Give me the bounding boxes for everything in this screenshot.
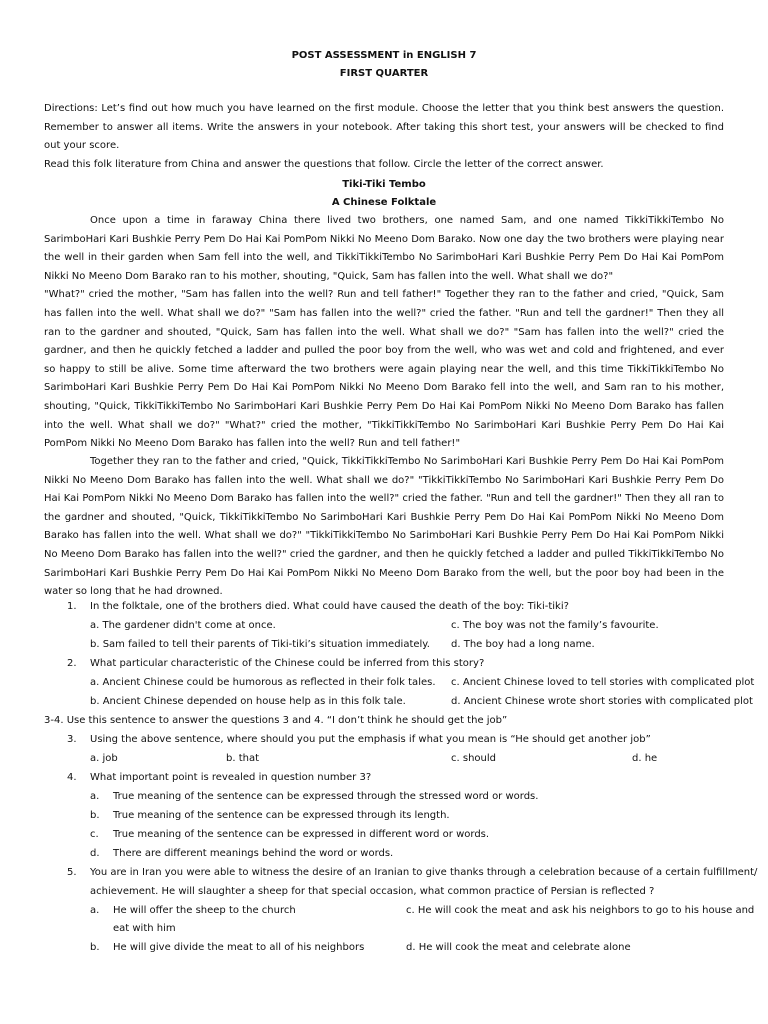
q4-option-letter[interactable]: c.: [90, 829, 99, 840]
story-paragraph-2: "What?" cried the mother, "Sam has fallen into the well? Run and tell father!" Together they ran to the father and cried, "Quick, Sam has fallen into the well. What shall we do?" "Sam has fallen into the well?" cried the father. "Run and tell the gardner!" Then they all ran to the gardner and shouted, "Quick, Sam has fallen into the well. What shall we do?" "Sam has fallen into the well?" cried the gardner, and then he quickly fetched a ladder and pulled the poor boy from the well, who was wet and cold and frightened, and ever so happy to still be alive. Some time afterward the two brothers were again playing near the well, and this time TikkiTikkiTembo No SarimboHari Kari Bushkie Perry Pem Do Hai Kai PomPom Nikki No Meeno Dom Barako fell into the well, and Sam ran to his mother, shouting, "Quick, TikkiTikkiTembo No SarimboHari Kari Bushkie Perry Pem Do Hai Kai PomPom Nikki No Meeno Dom Barako has fallen into the well. What shall we do?" "What?" cried the mother, "TikkiTikkiTembo No SarimboHari Kari Bushkie Perry Pem Do Hai Kai PomPom Nikki No Meeno Dom Barako has fallen into the well? Run and tell father!": [44, 289, 724, 450]
q1-option-a[interactable]: a. The gardener didn't come at once.: [90, 620, 276, 631]
q4-option-letter[interactable]: d.: [90, 848, 100, 859]
questions-3-4-intro: 3-4. Use this sentence to answer the questions 3 and 4. “I don’t think he should get the job”: [44, 715, 508, 726]
q5-option-d[interactable]: d. He will cook the meat and celebrate alone: [406, 942, 631, 953]
q4-option-d[interactable]: There are different meanings behind the word or words.: [113, 848, 394, 859]
q5-option-c[interactable]: c. He will cook the meat and ask his neighbors to go to his house and: [406, 905, 755, 916]
q5-option-c-continued[interactable]: eat with him: [113, 923, 176, 934]
page-title: POST ASSESSMENT in ENGLISH 7: [291, 50, 477, 61]
question-4-text: What important point is revealed in question number 3?: [90, 772, 372, 783]
q3-option-d[interactable]: d. he: [632, 753, 658, 764]
q4-option-letter[interactable]: a.: [90, 791, 100, 802]
question-number: 3.: [67, 734, 77, 745]
question-number: 5.: [67, 867, 77, 878]
page-subtitle: FIRST QUARTER: [339, 68, 429, 79]
q1-option-c[interactable]: c. The boy was not the family’s favourite.: [451, 620, 659, 631]
q3-option-b[interactable]: b. that: [226, 753, 260, 764]
story-title: Tiki-Tiki Tembo: [342, 179, 426, 190]
story-body: [44, 212, 724, 454]
q1-option-d[interactable]: d. The boy had a long name.: [451, 639, 595, 650]
q5-option-letter[interactable]: a.: [90, 905, 100, 916]
q5-option-a[interactable]: He will offer the sheep to the church: [113, 905, 296, 916]
q3-option-c[interactable]: c. should: [451, 753, 496, 764]
story-paragraph-1: Once upon a time in faraway China there lived two brothers, one named Sam, and one named TikkiTikkiTembo No SarimboHari Kari Bushkie Perry Pem Do Hai Kai PomPom Nikki No Meeno Dom Barako. Now one day the two brothers were playing near the well in their garden when Sam fell into the well, and TikkiTikkiTembo No SarimboHari Kari Bushkie Perry Pem Do Hai Kai PomPom Nikki No Meeno Dom Barako ran to his mother, shouting, "Quick, Sam has fallen into the well. What shall we do?": [44, 215, 724, 282]
question-number: 2.: [67, 658, 77, 669]
question-number: 4.: [67, 772, 77, 783]
question-5-text: You are in Iran you were able to witness the desire of an Iranian to give thanks through a celebration because of a certain fulfillment/: [90, 867, 758, 878]
directions-text: Directions: Let’s find out how much you have learned on the first module. Choose the letter that you think best answers the question. Remember to answer all items. Write the answers in your notebook. After taking this short test, your answers will be checked to find out your score.: [44, 103, 724, 152]
story-subtitle: A Chinese Folktale: [331, 197, 437, 208]
q2-option-b[interactable]: b. Ancient Chinese depended on house help as in this folk tale.: [90, 696, 406, 707]
q4-option-b[interactable]: True meaning of the sentence can be expressed through its length.: [113, 810, 450, 821]
question-1-text: In the folktale, one of the brothers died. What could have caused the death of the boy: Tiki-tiki?: [90, 601, 569, 612]
q4-option-a[interactable]: True meaning of the sentence can be expressed through the stressed word or words.: [113, 791, 539, 802]
directions-instruction: Read this folk literature from China and answer the questions that follow. Circle the letter of the correct answer.: [44, 158, 604, 170]
question-number: 1.: [67, 601, 77, 612]
q5-option-letter[interactable]: b.: [90, 942, 100, 953]
question-5-text-continued: achievement. He will slaughter a sheep for that special occasion, what common practice of Persian is reflected ?: [90, 886, 655, 897]
q1-option-b[interactable]: b. Sam failed to tell their parents of Tiki-tiki’s situation immediately.: [90, 639, 430, 650]
q4-option-letter[interactable]: b.: [90, 810, 100, 821]
q2-option-a[interactable]: a. Ancient Chinese could be humorous as reflected in their folk tales.: [90, 677, 436, 688]
q4-option-c[interactable]: True meaning of the sentence can be expressed in different word or words.: [113, 829, 490, 840]
question-3-text: Using the above sentence, where should you put the emphasis if what you mean is “He should get another job”: [90, 734, 651, 745]
q5-option-b[interactable]: He will give divide the meat to all of his neighbors: [113, 942, 365, 953]
question-2-text: What particular characteristic of the Chinese could be inferred from this story?: [90, 658, 485, 669]
q2-option-c[interactable]: c. Ancient Chinese loved to tell stories with complicated plot: [451, 677, 755, 688]
q2-option-d[interactable]: d. Ancient Chinese wrote short stories with complicated plot: [451, 696, 753, 707]
directions: [44, 100, 724, 174]
story-paragraph-3: Together they ran to the father and cried, "Quick, TikkiTikkiTembo No SarimboHari Kari Bushkie Perry Pem Do Hai Kai PomPom Nikki No Meeno Dom Barako has fallen into the well. What shall we do?" "TikkiTikkiTembo No SarimboHari Kari Bushkie Perry Pem Do Hai Kai PomPom Nikki No Meeno Dom Barako has fallen into the well?" cried the father. "Run and tell the gardner!" Then they all ran to the gardner and shouted, "Quick, TikkiTikkiTembo No SarimboHari Kari Bushkie Perry Pem Do Hai Kai PomPom Nikki No Meeno Dom Barako has fallen into the well. What shall we do?" "TikkiTikkiTembo No SarimboHari Kari Bushkie Perry Pem Do Hai Kai PomPom Nikki No Meeno Dom Barako has fallen into the well?" cried the gardner, and then he quickly fetched a ladder and pulled TikkiTikkiTembo No SarimboHari Kari Bushkie Perry Pem Do Hai Kai PomPom Nikki No Meeno Dom Barako from the well, but the poor boy had been in the water so long that he had drowned.: [44, 456, 724, 598]
story-body-continued: [44, 453, 724, 602]
q3-option-a[interactable]: a. job: [90, 753, 118, 764]
